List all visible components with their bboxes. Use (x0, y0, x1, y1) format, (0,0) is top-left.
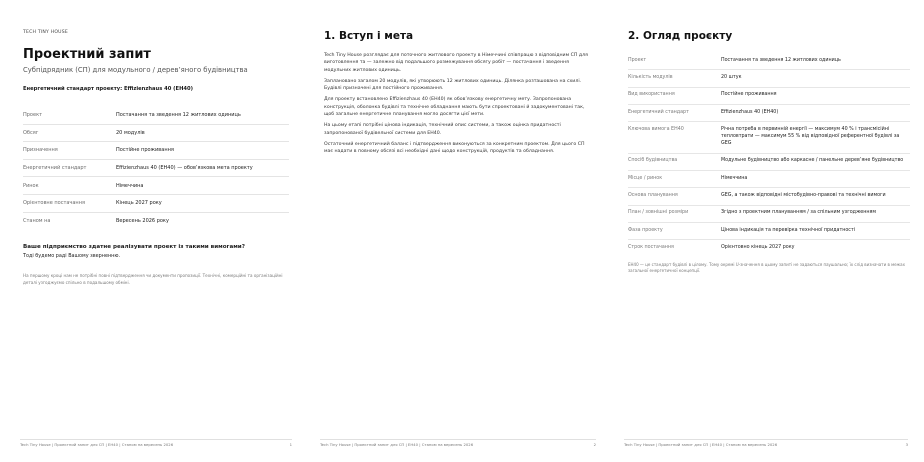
row-key: Вид використання (628, 87, 721, 104)
row-key: Ключова вимога EH40 (628, 122, 721, 153)
row-value: 20 модулів (116, 124, 289, 142)
row-key: Проект (23, 112, 43, 119)
table-row (23, 194, 289, 212)
table-row (628, 87, 910, 104)
table-row (628, 104, 910, 121)
row-value: GEG, а також відповідні містобудівно-правові та технічні вимоги (721, 188, 910, 205)
row-value: Згідно з проектним плануванням / за спільним узгодженням (721, 205, 910, 222)
page-1-content (23, 30, 289, 286)
row-key: Орієнтовне постачання (23, 194, 116, 212)
page-footer (20, 439, 292, 447)
brand-label: TECH TINY HOUSE (23, 30, 68, 35)
page-number: 1 (289, 442, 292, 447)
row-key: Ринок (23, 177, 116, 195)
row-key: Строк постачання (628, 240, 721, 257)
row-value: Постачання та зведення 12 житлових одиниць (721, 57, 841, 63)
table-row (628, 240, 910, 257)
row-key: Фаза проекту (628, 222, 721, 239)
paragraph: Остаточний енергетичний баланс і підтвердження виконуються за конкретним проектом. Для цього СП має надати в повному обсязі всі необхідні дані щодо конструкцій, продуктів та обладнання. (324, 141, 585, 155)
footer-text: Tech Tiny House | Проектний запит для СП | EH40 | Станом на вересень 2026 (320, 442, 474, 447)
row-value: 20 штук (721, 70, 910, 87)
paragraph: Для проекту встановлено Effizienzhaus 40 (EH40) як обов’язкову енергетичну мету. Запропонована конструкція, оболонка будівлі та технічне обладнання мають бути спроектовані й задокументовані так, щоб загальне енергетичне планування могло досягти цієї мети. (324, 97, 585, 117)
row-key: Енергетичний стандарт (628, 104, 721, 121)
row-key: Місце / ринок (628, 170, 721, 187)
section-heading-overview: 2. Огляд проєкту (628, 30, 733, 42)
row-value: Вересень 2026 року (116, 212, 289, 229)
document-title: Проектний запит (23, 47, 151, 62)
table-row (23, 159, 289, 177)
table-row (23, 142, 289, 160)
call-to-action-answer: Тоді будемо раді Вашому зверненню. (23, 253, 121, 260)
row-key: Призначення (23, 142, 116, 160)
energy-standard-line: Енергетичний стандарт проекту: Effizienzhaus 40 (EH40) (23, 86, 194, 92)
page-3 (616, 0, 924, 462)
page-number: 2 (593, 442, 596, 447)
table-row (628, 53, 910, 70)
table-row (23, 212, 289, 229)
row-key: План / зовнішні розміри (628, 205, 721, 222)
table-row (628, 70, 910, 87)
table-row (628, 188, 910, 205)
page-2-content (324, 30, 592, 155)
paragraph: Заплановано загалом 20 модулів, які утворюють 12 житлових одиниць. Ділянка розташована на схилі. Будівлі призначені для постійного проживання. (324, 78, 582, 92)
paragraph: На цьому етапі потрібні цінова індикація, технічний опис системи, а також оцінка придатності запропонованої будівельної системи для EH40. (324, 123, 561, 136)
summary-table (23, 107, 289, 229)
row-value: Effizienzhaus 40 (EH40) — обов’язкова мета проекту (116, 159, 289, 177)
row-key: Проект (628, 57, 647, 63)
paragraph: Tech Tiny House розглядає для поточного житлового проекту в Німеччині співпрацю з відповідним СП для виготовлення та — залежно від подальшого розмежування обсягу робіт — постачання і зведення модульних житлових одиниць. (324, 53, 588, 73)
table-row (628, 170, 910, 187)
table-row (628, 122, 910, 153)
table-row (23, 124, 289, 142)
page-footer (320, 439, 596, 447)
page-1 (0, 0, 308, 462)
page-footer (624, 439, 908, 447)
row-value: Постійне проживання (721, 87, 910, 104)
table-row (628, 205, 910, 222)
row-value: Effizienzhaus 40 (EH40) (721, 104, 910, 121)
eh40-note: EH40 — це стандарт будівлі в цілому. Тому окремі U-значення в цьому запиті не задаються паушально; їх слід визначати в межах загальної енергетичної концепції. (628, 261, 905, 273)
footer-text: Tech Tiny House | Проектний запит для СП | EH40 | Станом на вересень 2026 (624, 442, 778, 447)
table-row (23, 177, 289, 195)
call-to-action-question: Ваше підприємство здатне реалізувати проект із такими вимогами? (23, 244, 245, 251)
page-number: 3 (905, 442, 908, 447)
footer-text: Tech Tiny House | Проектний запит для СП | EH40 | Станом на вересень 2026 (20, 442, 174, 447)
row-value: Модульне будівництво або каркасне / панельне дерев’яне будівництво (721, 153, 910, 170)
row-key: Спосіб будівництва (628, 153, 721, 170)
section-heading-intro: 1. Вступ і мета (324, 30, 414, 42)
row-key: Основа планування (628, 188, 721, 205)
row-value: Постачання та зведення 12 житлових одиниць (116, 112, 241, 119)
row-value: Німеччина (116, 177, 289, 195)
row-value: Кінець 2027 року (116, 194, 289, 212)
table-row (628, 153, 910, 170)
page-3-content (628, 30, 910, 274)
document-subtitle: Субпідрядник (СП) для модульного / дерев’яного будівництва (23, 66, 248, 74)
row-value: Річна потреба в первинній енергії — максимум 40 % і трансмісійні тепловтрати — максимум 55 % від відповідної референтної будівлі за GEG (721, 122, 910, 153)
row-key: Станом на (23, 212, 116, 229)
row-value: Постійне проживання (116, 142, 289, 160)
row-key: Обсяг (23, 124, 116, 142)
table-row (23, 107, 289, 124)
row-key: Кількість модулів (628, 70, 721, 87)
row-value: Німеччина (721, 170, 910, 187)
page-2 (308, 0, 616, 462)
project-overview-table (628, 53, 910, 257)
row-value: Орієнтовно кінець 2027 року (721, 240, 910, 257)
table-row (628, 222, 910, 239)
first-step-note: На першому кроці нам не потрібні повні підтвердження чи документи пропозиції. Технічні, комерційні та організаційні деталі узгоджуємо спільно в подальшому обміні. (23, 273, 283, 285)
row-key: Енергетичний стандарт (23, 159, 116, 177)
row-value: Цінова індикація та перевірка технічної придатності (721, 222, 910, 239)
